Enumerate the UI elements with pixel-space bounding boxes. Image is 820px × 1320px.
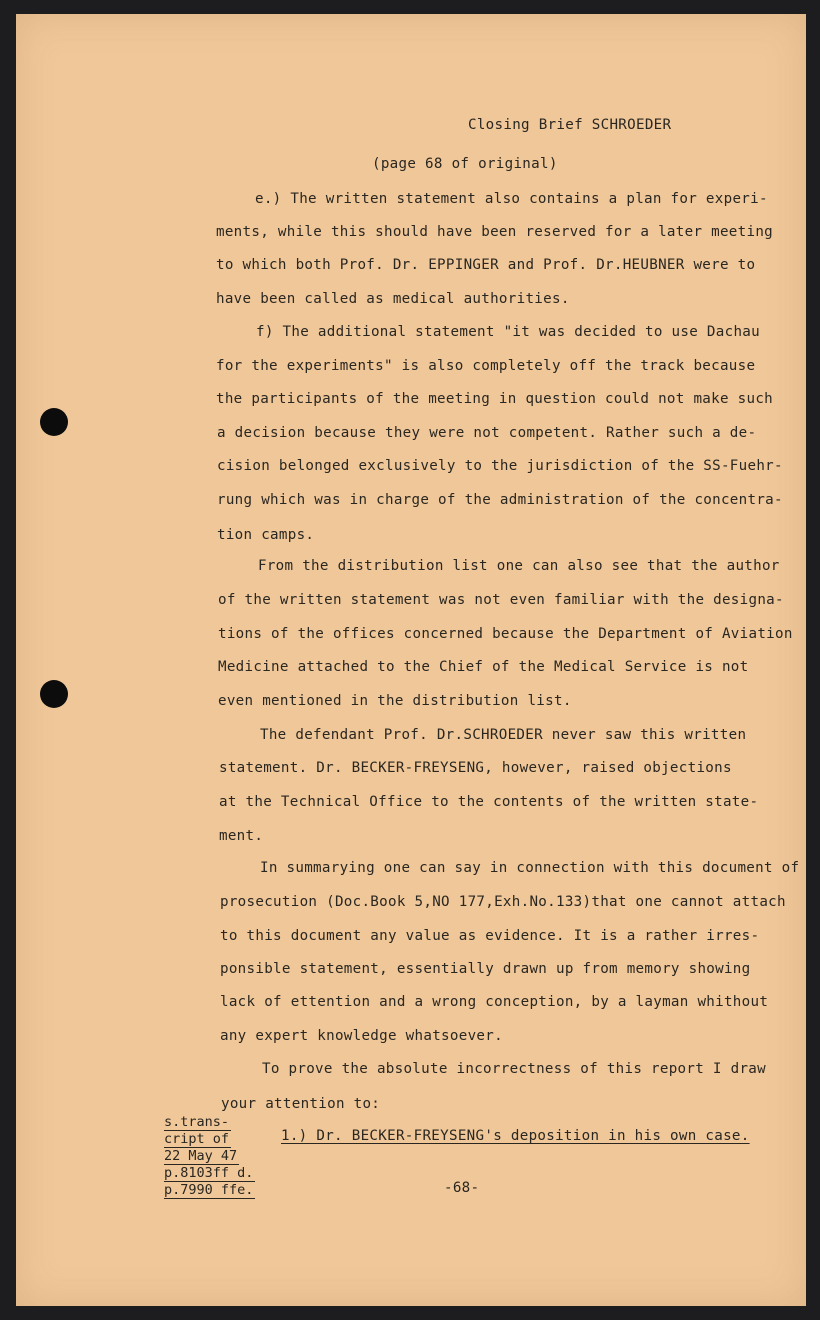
body-line: Medicine attached to the Chief of the Medical Service is not — [218, 659, 749, 675]
body-line: tion camps. — [217, 527, 315, 543]
margin-note-line: s.trans- — [164, 1114, 230, 1130]
body-line: statement. Dr. BECKER-FREYSENG, however, raised objections — [219, 760, 732, 776]
body-line: to which both Prof. Dr. EPPINGER and Prof. Dr.HEUBNER were to — [216, 257, 756, 273]
body-line: ponsible statement, essentially drawn up from memory showing — [220, 961, 751, 977]
body-line: the participants of the meeting in question could not make such — [216, 391, 774, 407]
body-line: lack of ettention and a wrong conception, by a layman whithout — [220, 994, 769, 1010]
body-line: to this document any value as evidence. It is a rather irres- — [220, 928, 760, 944]
body-line: cision belonged exclusively to the jurisdiction of the SS-Fuehr- — [217, 458, 783, 474]
page-reference: (page 68 of original) — [372, 156, 558, 172]
list-item-deposition: 1.) Dr. BECKER-FREYSENG's deposition in his own case. — [281, 1128, 750, 1144]
margin-note-line: p.8103ff d. — [164, 1165, 254, 1181]
body-line: for the experiments" is also completely off the track because — [216, 358, 756, 374]
header-title: Closing Brief SCHROEDER — [468, 117, 672, 133]
margin-note-line: p.7990 ffe. — [164, 1182, 254, 1198]
page-number: -68- — [444, 1180, 480, 1196]
punch-hole — [40, 408, 68, 436]
body-line: your attention to: — [221, 1096, 381, 1112]
body-line: e.) The written statement also contains a plan for experi- — [255, 191, 768, 207]
margin-note-line: 22 May 47 — [164, 1148, 238, 1164]
body-line: have been called as medical authorities. — [216, 291, 570, 307]
body-line: even mentioned in the distribution list. — [218, 693, 572, 709]
body-line: of the written statement was not even familiar with the designa- — [218, 592, 784, 608]
body-line: any expert knowledge whatsoever. — [220, 1028, 503, 1044]
body-line: tions of the offices concerned because the Department of Aviation — [218, 626, 793, 642]
body-line: In summarying one can say in connection with this document of — [260, 860, 800, 876]
body-line: at the Technical Office to the contents of the written state- — [219, 794, 759, 810]
punch-hole — [40, 680, 68, 708]
margin-note-line: cript of — [164, 1131, 230, 1147]
body-line: f) The additional statement "it was decided to use Dachau — [256, 324, 760, 340]
body-line: ments, while this should have been reserved for a later meeting — [216, 224, 774, 240]
body-line: a decision because they were not competent. Rather such a de- — [217, 425, 757, 441]
body-line: prosecution (Doc.Book 5,NO 177,Exh.No.133)that one cannot attach — [220, 894, 786, 910]
body-line: To prove the absolute incorrectness of this report I draw — [262, 1061, 766, 1077]
body-line: The defendant Prof. Dr.SCHROEDER never saw this written — [260, 727, 747, 743]
body-line: From the distribution list one can also see that the author — [258, 558, 780, 574]
body-line: ment. — [219, 828, 264, 844]
body-line: rung which was in charge of the administration of the concentra- — [217, 492, 783, 508]
margin-note — [164, 1114, 255, 1199]
